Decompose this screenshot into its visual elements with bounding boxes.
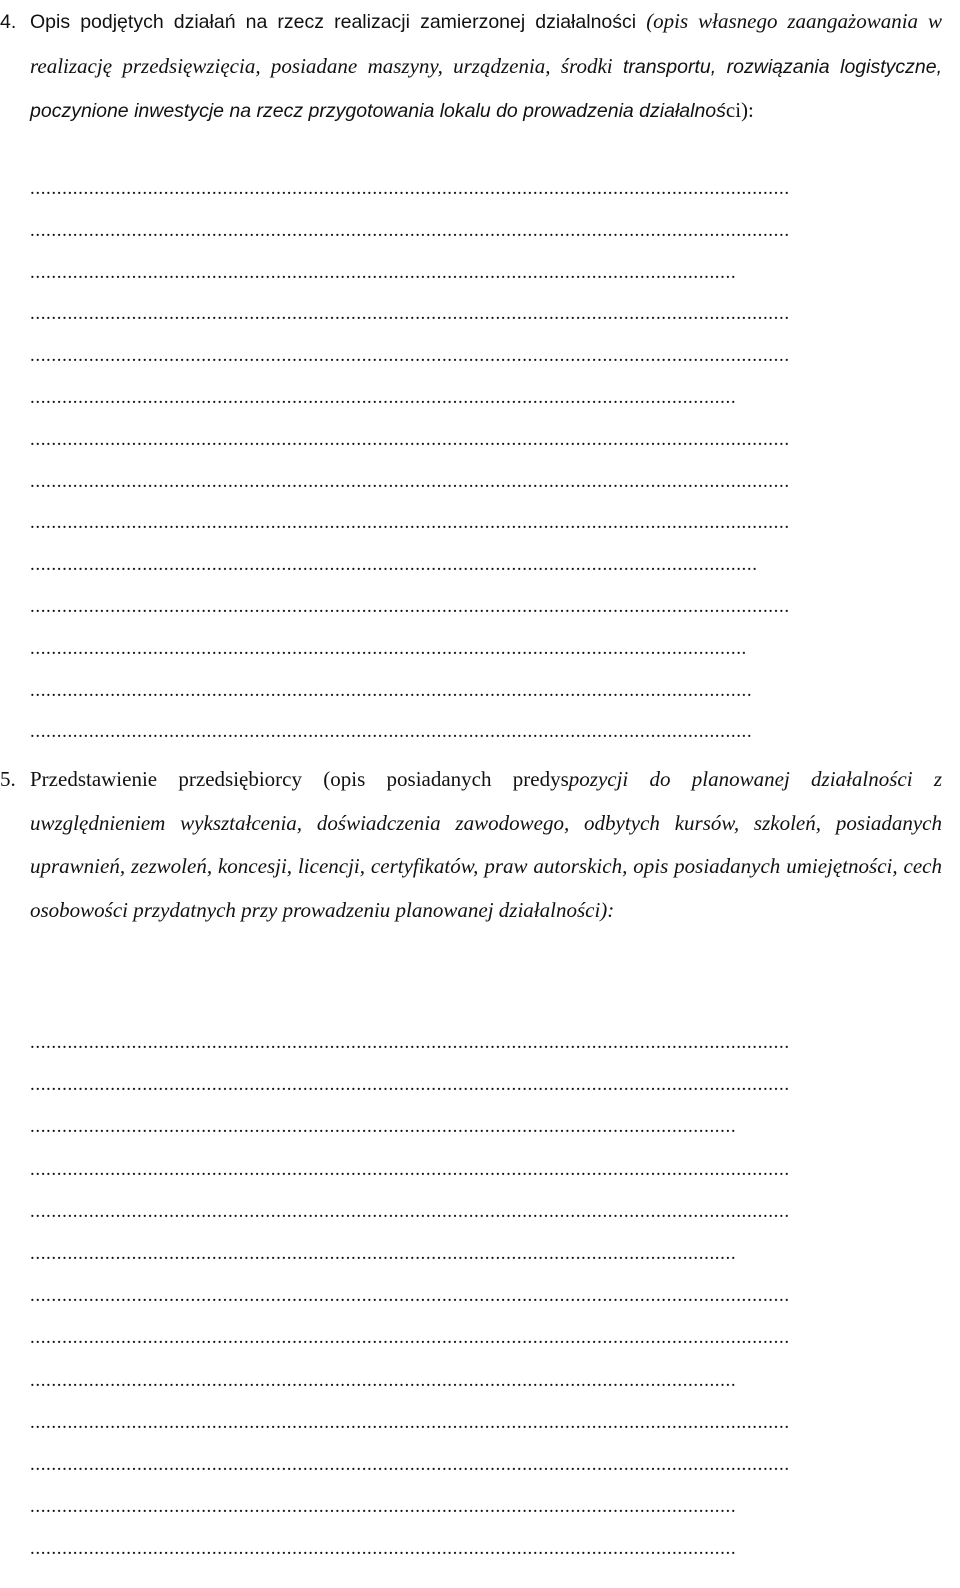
answer-line[interactable]: ........................................................................................................................................ — [30, 554, 758, 576]
answer-line[interactable]: .............................................................................................................................................. — [30, 1158, 790, 1180]
answer-line[interactable]: .............................................................................................................................................. — [30, 219, 790, 241]
answer-line[interactable]: .................................................................................................................................... — [30, 1496, 737, 1518]
answer-line[interactable]: .............................................................................................................................................. — [30, 512, 790, 534]
answer-line[interactable]: ....................................................................................................................................... — [30, 679, 753, 701]
answer-line[interactable]: .............................................................................................................................................. — [30, 1032, 790, 1053]
answer-line[interactable]: .................................................................................................................................... — [30, 1369, 737, 1391]
answer-line[interactable]: .................................................................................................................................... — [30, 1538, 737, 1560]
answer-line[interactable]: .............................................................................................................................................. — [30, 178, 790, 199]
answer-line[interactable]: ...................................................................................................................................... — [30, 637, 747, 659]
answer-line[interactable]: .................................................................................................................................... — [30, 261, 737, 283]
section-4-description-italic: (opis własnego zaangażowania w realizację przedsięwzięcia, posiadane maszyny, urządzenia, środki — [30, 9, 942, 78]
answer-line[interactable]: .............................................................................................................................................. — [30, 1454, 790, 1475]
section-4-number: 4. — [0, 11, 17, 33]
answer-line[interactable]: .............................................................................................................................................. — [30, 1285, 790, 1307]
answer-line[interactable]: .................................................................................................................................... — [30, 1116, 737, 1138]
answer-line[interactable]: ....................................................................................................................................... — [30, 721, 753, 743]
section-4-title: Opis podjętych działań na rzecz realizacji zamierzonej działalności — [30, 11, 647, 33]
answer-line[interactable]: .............................................................................................................................................. — [30, 1327, 790, 1349]
answer-line[interactable]: .............................................................................................................................................. — [30, 470, 790, 492]
answer-line[interactable]: .............................................................................................................................................. — [30, 1074, 790, 1096]
section-4-description-close: ci): — [725, 98, 754, 122]
answer-line[interactable]: .............................................................................................................................................. — [30, 1411, 790, 1433]
section-4-heading — [0, 0, 960, 134]
section-4 — [0, 0, 960, 743]
section-5 — [0, 758, 960, 1560]
answer-line[interactable]: .............................................................................................................................................. — [30, 596, 790, 617]
section-5-heading — [0, 758, 960, 932]
answer-line[interactable]: .............................................................................................................................................. — [30, 345, 790, 367]
section-4-description-sans: transportu, rozwiązania logistyczne, poczynione inwestycje na rzecz przygotowania lokalu do prowadzenia działalnoś — [30, 55, 942, 122]
answer-line[interactable]: .............................................................................................................................................. — [30, 303, 790, 325]
section-5-description: pozycji do planowanej działalności z uwzględnieniem wykształcenia, doświadczenia zawodowego, odbytych kursów, szkoleń, posiadanych uprawnień, zezwoleń, koncesji, licencji, certyfikatów, praw autorskich, opis posiadanych umiejętności, cech osobowości przydatnych przy prowadzeniu planowanej działalności): — [30, 767, 942, 922]
answer-line[interactable]: .............................................................................................................................................. — [30, 428, 790, 450]
section-5-title: Przedstawienie przedsiębiorcy (opis posiadanych predys — [30, 767, 569, 791]
answer-line[interactable]: .................................................................................................................................... — [30, 387, 737, 408]
answer-line[interactable]: .............................................................................................................................................. — [30, 1200, 790, 1222]
section-5-number: 5. — [0, 767, 16, 791]
answer-line[interactable]: .................................................................................................................................... — [30, 1243, 737, 1264]
